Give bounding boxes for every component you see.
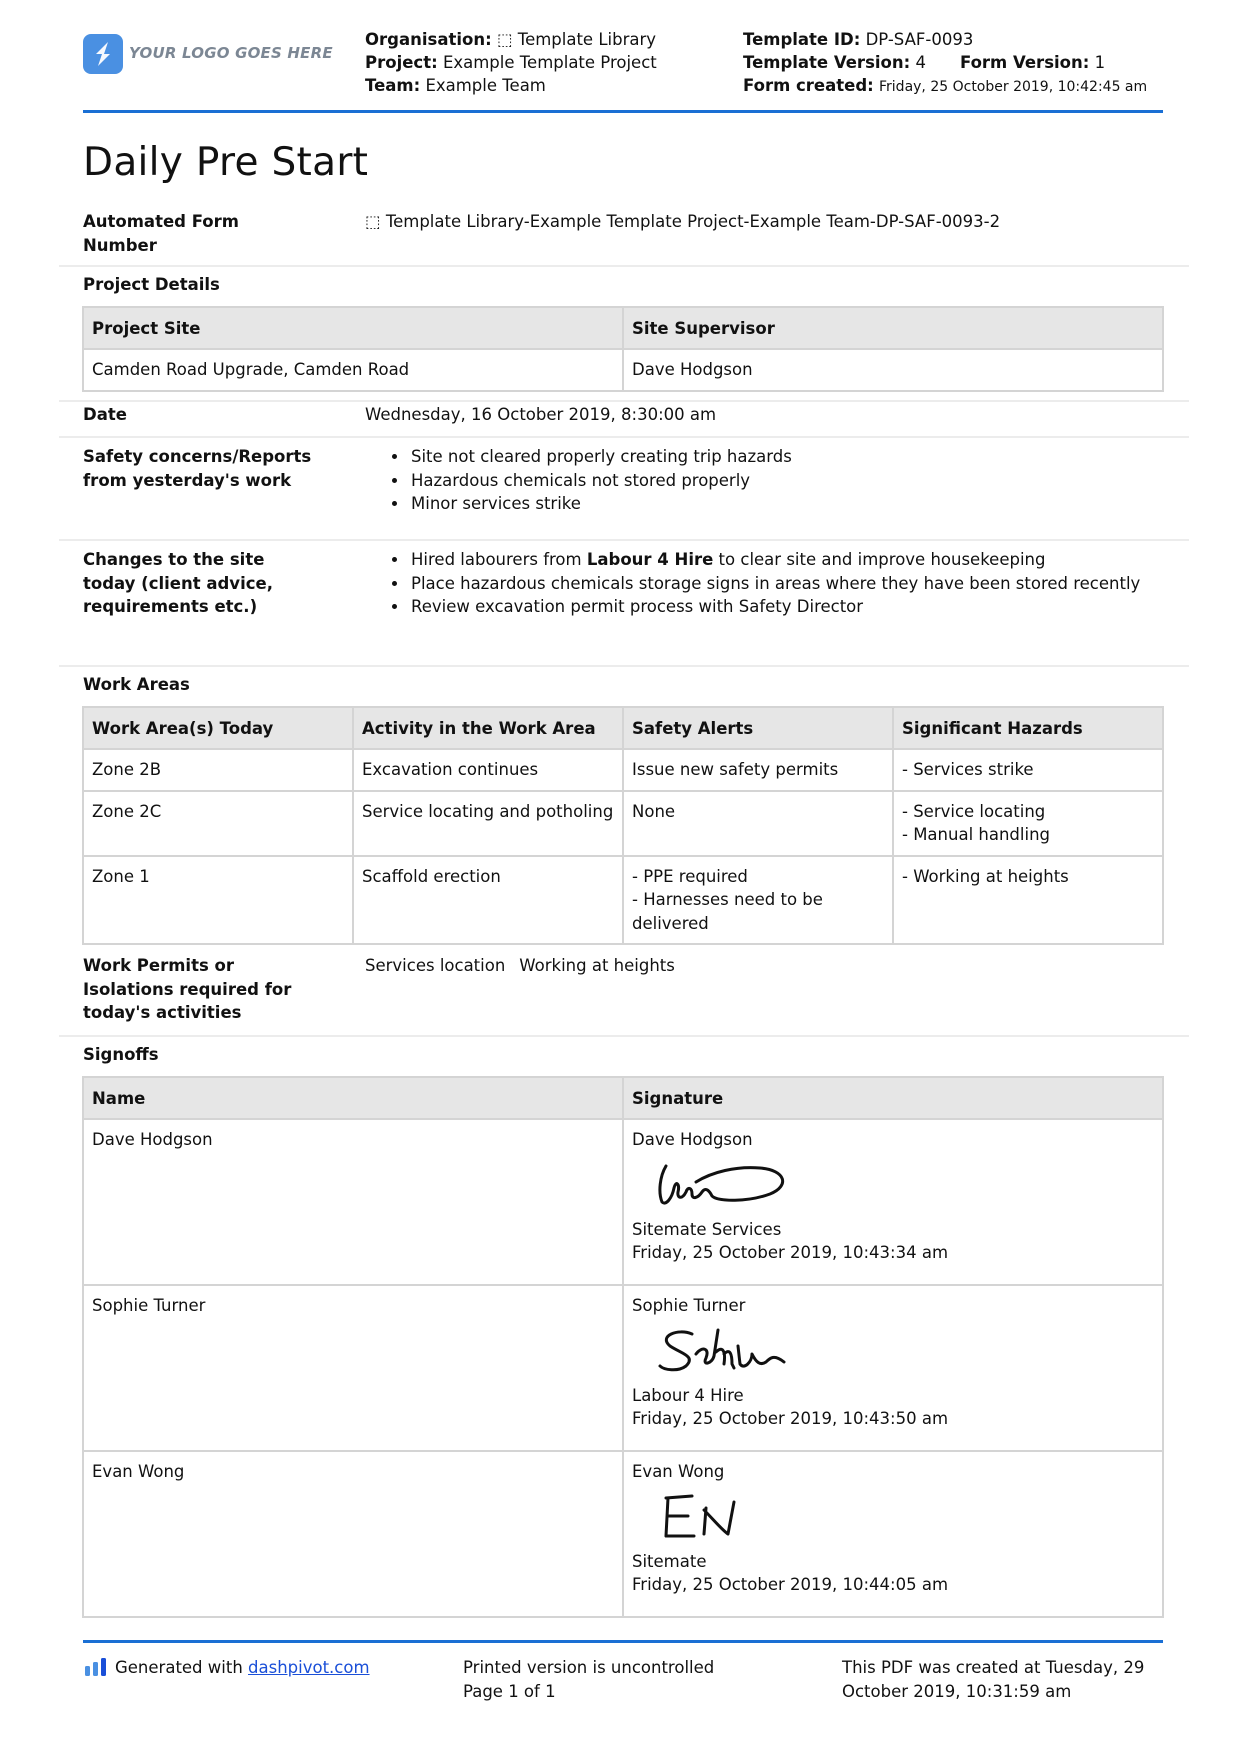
organisation-value: ⬚ Template Library	[496, 30, 657, 49]
column-header-project-site: Project Site	[83, 307, 623, 349]
form-created-label: Form created:	[743, 76, 874, 95]
permits-value	[365, 954, 1165, 978]
signer-company: Sitemate	[632, 1551, 707, 1571]
table-row	[83, 349, 1163, 391]
team-value: Example Team	[425, 76, 546, 95]
contractor-name: Labour 4 Hire	[586, 550, 714, 569]
dashpivot-icon	[85, 1658, 109, 1676]
header-divider	[83, 110, 1163, 113]
safety-alert-cell: - PPE required - Harnesses need to be delivered	[623, 856, 893, 945]
site-supervisor-cell: Dave Hodgson	[623, 349, 1163, 391]
handwritten-signature	[652, 1158, 792, 1210]
signature-cell	[623, 1285, 1163, 1451]
hazard-cell: - Working at heights	[893, 856, 1163, 945]
footer-divider	[83, 1640, 1163, 1643]
divider	[59, 400, 1189, 402]
footer-generated	[85, 1656, 370, 1680]
changes-label: Changes to the site today (client advice, requirements etc.)	[83, 550, 273, 616]
signature-cell	[623, 1119, 1163, 1285]
divider	[59, 665, 1189, 667]
table-row	[83, 749, 1163, 791]
signer-name: Evan Wong	[632, 1462, 725, 1481]
safety-alert-cell: Issue new safety permits	[623, 749, 893, 791]
hazard-cell: - Services strike	[893, 749, 1163, 791]
permits-label: Work Permits or Isolations required for today's activities	[83, 956, 292, 1022]
table-row	[83, 1451, 1163, 1617]
organisation-label: Organisation:	[365, 30, 492, 49]
handwritten-signature	[652, 1324, 802, 1376]
project-details-heading: Project Details	[83, 275, 220, 294]
column-header-safety-alerts: Safety Alerts	[623, 707, 893, 749]
work-area-cell: Zone 2C	[83, 791, 353, 856]
column-header-site-supervisor: Site Supervisor	[623, 307, 1163, 349]
page-number: Page 1 of 1	[463, 1681, 556, 1701]
signoff-name-cell: Sophie Turner	[83, 1285, 623, 1451]
printed-note: Printed version is uncontrolled	[463, 1658, 715, 1677]
column-header-activity: Activity in the Work Area	[353, 707, 623, 749]
divider	[59, 265, 1189, 267]
list-item: • Place hazardous chemicals storage signs in areas where they have been stored recently	[409, 572, 1161, 596]
date-value: Wednesday, 16 October 2019, 8:30:00 am	[365, 405, 717, 424]
changes-value	[381, 548, 1161, 619]
signoff-name-cell: Dave Hodgson	[83, 1119, 623, 1285]
form-number-value: ⬚ Template Library-Example Template Project-Example Team-DP-SAF-0093-2	[365, 212, 1001, 231]
signer-company: Sitemate Services	[632, 1219, 782, 1239]
date-label: Date	[83, 405, 127, 424]
activity-cell: Scaffold erection	[353, 856, 623, 945]
list-item	[409, 548, 1161, 572]
project-details-table	[82, 306, 1164, 392]
company-logo	[83, 32, 333, 76]
team-label: Team:	[365, 76, 421, 95]
signed-timestamp: Friday, 25 October 2019, 10:43:50 am	[632, 1409, 949, 1428]
header-template-block	[743, 28, 1147, 99]
divider	[59, 436, 1189, 438]
column-header-hazards: Significant Hazards	[893, 707, 1163, 749]
safety-concerns-list	[381, 445, 1161, 516]
project-value: Example Template Project	[442, 53, 657, 72]
template-id-label: Template ID:	[743, 30, 861, 49]
list-item: • Review excavation permit process with Safety Director	[409, 595, 1161, 619]
table-row	[83, 791, 1163, 856]
signoffs-table	[82, 1076, 1164, 1618]
signed-timestamp: Friday, 25 October 2019, 10:44:05 am	[632, 1575, 949, 1594]
template-version-label: Template Version:	[743, 53, 911, 72]
change-text: to clear site and improve housekeeping	[713, 550, 1046, 569]
column-header-signature: Signature	[623, 1077, 1163, 1119]
signoffs-heading: Signoffs	[83, 1045, 159, 1064]
dashpivot-link[interactable]: dashpivot.com	[248, 1658, 370, 1677]
footer-print-info	[463, 1656, 714, 1703]
page-title: Daily Pre Start	[83, 140, 369, 185]
signature-cell	[623, 1451, 1163, 1617]
activity-cell: Excavation continues	[353, 749, 623, 791]
logo-mark-icon	[83, 34, 123, 74]
table-row	[83, 856, 1163, 945]
work-areas-heading: Work Areas	[83, 675, 190, 694]
generated-text: Generated with	[115, 1658, 249, 1677]
form-version-label: Form Version:	[959, 53, 1090, 72]
list-item: • Site not cleared properly creating trip hazards	[409, 445, 1161, 469]
divider	[59, 1035, 1189, 1037]
work-areas-table	[82, 706, 1164, 945]
column-header-name: Name	[83, 1077, 623, 1119]
column-header-work-area: Work Area(s) Today	[83, 707, 353, 749]
project-label: Project:	[365, 53, 438, 72]
permit-tag: Services location	[365, 956, 506, 975]
work-area-cell: Zone 2B	[83, 749, 353, 791]
safety-alert-cell: None	[623, 791, 893, 856]
handwritten-signature	[652, 1490, 772, 1542]
activity-cell: Service locating and potholing	[353, 791, 623, 856]
work-area-cell: Zone 1	[83, 856, 353, 945]
form-version-value: 1	[1094, 53, 1106, 72]
form-header	[83, 28, 1163, 110]
form-number-label: Automated Form Number	[83, 212, 239, 255]
change-text: Hired labourers from	[411, 550, 587, 569]
safety-concerns-label: Safety concerns/Reports from yesterday's work	[83, 447, 312, 490]
permit-tag: Working at heights	[519, 956, 675, 975]
template-id-value: DP-SAF-0093	[865, 30, 974, 49]
safety-concerns-value	[381, 445, 1161, 516]
template-version-value: 4	[915, 53, 926, 72]
project-site-cell: Camden Road Upgrade, Camden Road	[83, 349, 623, 391]
hazard-cell: - Service locating - Manual handling	[893, 791, 1163, 856]
header-org-block	[365, 28, 657, 97]
signed-timestamp: Friday, 25 October 2019, 10:43:34 am	[632, 1243, 949, 1262]
form-created-value: Friday, 25 October 2019, 10:42:45 am	[879, 79, 1148, 95]
table-row	[83, 1119, 1163, 1285]
changes-list	[381, 548, 1161, 619]
signoff-name-cell: Evan Wong	[83, 1451, 623, 1617]
divider	[59, 539, 1189, 541]
signer-company: Labour 4 Hire	[632, 1385, 744, 1405]
list-item: • Hazardous chemicals not stored properly	[409, 469, 1161, 493]
table-row	[83, 1285, 1163, 1451]
signer-name: Sophie Turner	[632, 1296, 746, 1315]
list-item: • Minor services strike	[409, 492, 1161, 516]
signer-name: Dave Hodgson	[632, 1130, 753, 1149]
logo-text: YOUR LOGO GOES HERE	[129, 44, 333, 62]
pdf-created-note: This PDF was created at Tuesday, 29 October 2019, 10:31:59 am	[842, 1658, 1145, 1701]
